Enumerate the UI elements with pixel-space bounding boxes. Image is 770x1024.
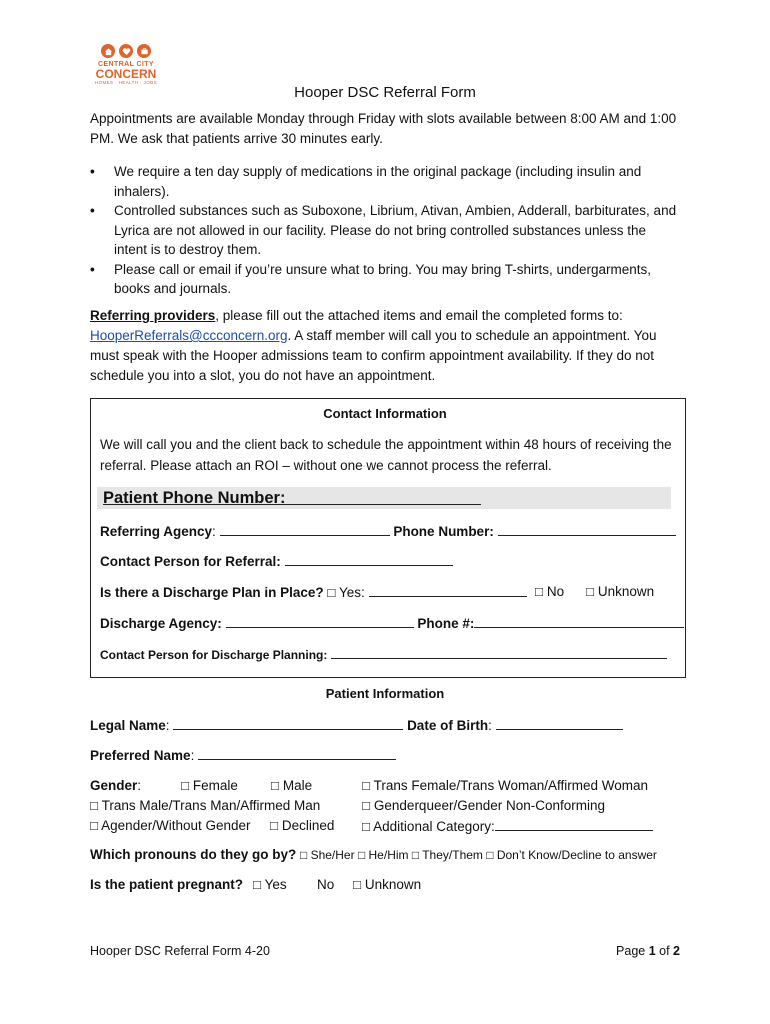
requirements-list: [90, 162, 680, 299]
discharge-plan-row: Is there a Discharge Plan in Place? □ Yes:: [100, 584, 527, 600]
discharge-agency-field[interactable]: [226, 615, 414, 628]
logo-line2: CONCERN: [95, 67, 157, 81]
list-item: • We require a ten day supply of medications in the original package (including insulin and inhalers).: [90, 164, 642, 199]
heart-icon: [119, 44, 133, 58]
preferred-name-row: Preferred Name:: [90, 747, 396, 763]
additional-category-field[interactable]: [495, 818, 653, 831]
list-item: • Controlled substances such as Suboxone, Librium, Ativan, Ambien, Adderall, barbiturates, and Lyrica are not allowed in our facility. Please do not bring controlled substances unless the intent is to destroy them.: [90, 203, 677, 257]
pronouns-row: Which pronouns do they go by? □ She/Her □ He/Him □ They/Them □ Don’t Know/Decline to answer: [90, 847, 657, 862]
referring-phone-field[interactable]: [498, 523, 676, 536]
briefcase-icon: [137, 44, 151, 58]
discharge-unknown-checkbox[interactable]: □ Unknown: [586, 584, 655, 599]
gender-male-checkbox[interactable]: □ Male: [271, 778, 313, 793]
gender-additional-checkbox[interactable]: □ Additional Category:: [362, 819, 495, 834]
contact-person-row: Contact Person for Referral:: [100, 553, 453, 569]
discharge-contact-row: Contact Person for Discharge Planning:: [100, 646, 667, 662]
gender-trans-male-checkbox[interactable]: □ Trans Male/Trans Man/Affirmed Man: [90, 798, 321, 813]
contact-heading: Contact Information: [323, 406, 447, 421]
page-title: Hooper DSC Referral Form: [294, 84, 476, 101]
patient-heading: Patient Information: [325, 686, 445, 701]
discharge-yes-checkbox[interactable]: □ Yes:: [327, 585, 365, 600]
logo: [90, 44, 162, 85]
footer-page-number: Page 1 of 2: [616, 944, 680, 958]
legal-name-field[interactable]: [173, 717, 403, 730]
pronoun-options[interactable]: □ She/Her □ He/Him □ They/Them □ Don’t Know/Decline to answer: [300, 848, 657, 862]
footer-form-id: Hooper DSC Referral Form 4-20: [90, 944, 270, 958]
discharge-agency-row: Discharge Agency: Phone #:: [100, 615, 684, 631]
intro-paragraph: Appointments are available Monday through Friday with slots available between 8:00 AM and 1:00 PM. We ask that patients arrive 30 minutes early.: [90, 111, 677, 146]
pregnant-label: Is the patient pregnant?: [90, 877, 244, 892]
discharge-no-checkbox[interactable]: □ No: [535, 584, 565, 599]
logo-line3: HOMES · HEALTH · JOBS: [94, 80, 158, 85]
legal-name-row: Legal Name: Date of Birth:: [90, 717, 623, 733]
gender-trans-female-checkbox[interactable]: □ Trans Female/Trans Woman/Affirmed Woman: [362, 778, 648, 793]
gender-declined-checkbox[interactable]: □ Declined: [270, 818, 335, 833]
gender-additional-row: [362, 818, 653, 834]
patient-phone-field[interactable]: [97, 487, 671, 509]
referring-agency-field[interactable]: [220, 523, 390, 536]
discharge-yes-field[interactable]: [369, 584, 527, 597]
gender-label: Gender:: [90, 778, 142, 793]
list-item: • Please call or email if you’re unsure what to bring. You may bring T-shirts, undergarments, books and journals.: [90, 261, 652, 296]
contact-person-field[interactable]: [285, 553, 453, 566]
email-link[interactable]: HooperReferrals@ccconcern.org: [90, 328, 288, 343]
gender-genderqueer-checkbox[interactable]: □ Genderqueer/Gender Non-Conforming: [362, 798, 606, 813]
contact-text: We will call you and the client back to schedule the appointment within 48 hours of receiving the referral. Please attach an ROI – without one we cannot process the referral.: [100, 437, 672, 473]
gender-agender-checkbox[interactable]: □ Agender/Without Gender: [90, 818, 251, 833]
referring-paragraph: Referring providers, please fill out the attached items and email the completed forms to: HooperReferrals@ccconcern.org. A staff member will call you to schedule an appointment. You must speak with the Hooper admissions team to confirm appointment availability. If they do not schedule you into a slot, you do not have an appointment.: [90, 308, 657, 383]
pregnant-unknown-checkbox[interactable]: □ Unknown: [353, 877, 422, 892]
pregnant-yes-checkbox[interactable]: □ Yes: [253, 877, 287, 892]
logo-line1: CENTRAL CITY: [97, 61, 154, 68]
pregnant-no-checkbox[interactable]: No: [317, 877, 335, 892]
referring-agency-row: Referring Agency: Phone Number:: [100, 523, 676, 539]
patient-phone-label: Patient Phone Number:: [103, 489, 286, 507]
preferred-name-field[interactable]: [198, 747, 396, 760]
dob-field[interactable]: [496, 717, 623, 730]
gender-female-checkbox[interactable]: □ Female: [181, 778, 238, 793]
home-icon: [101, 44, 115, 58]
discharge-contact-field[interactable]: [331, 646, 667, 659]
referring-lead: Referring providers: [90, 308, 216, 323]
discharge-phone-field[interactable]: [474, 615, 684, 628]
